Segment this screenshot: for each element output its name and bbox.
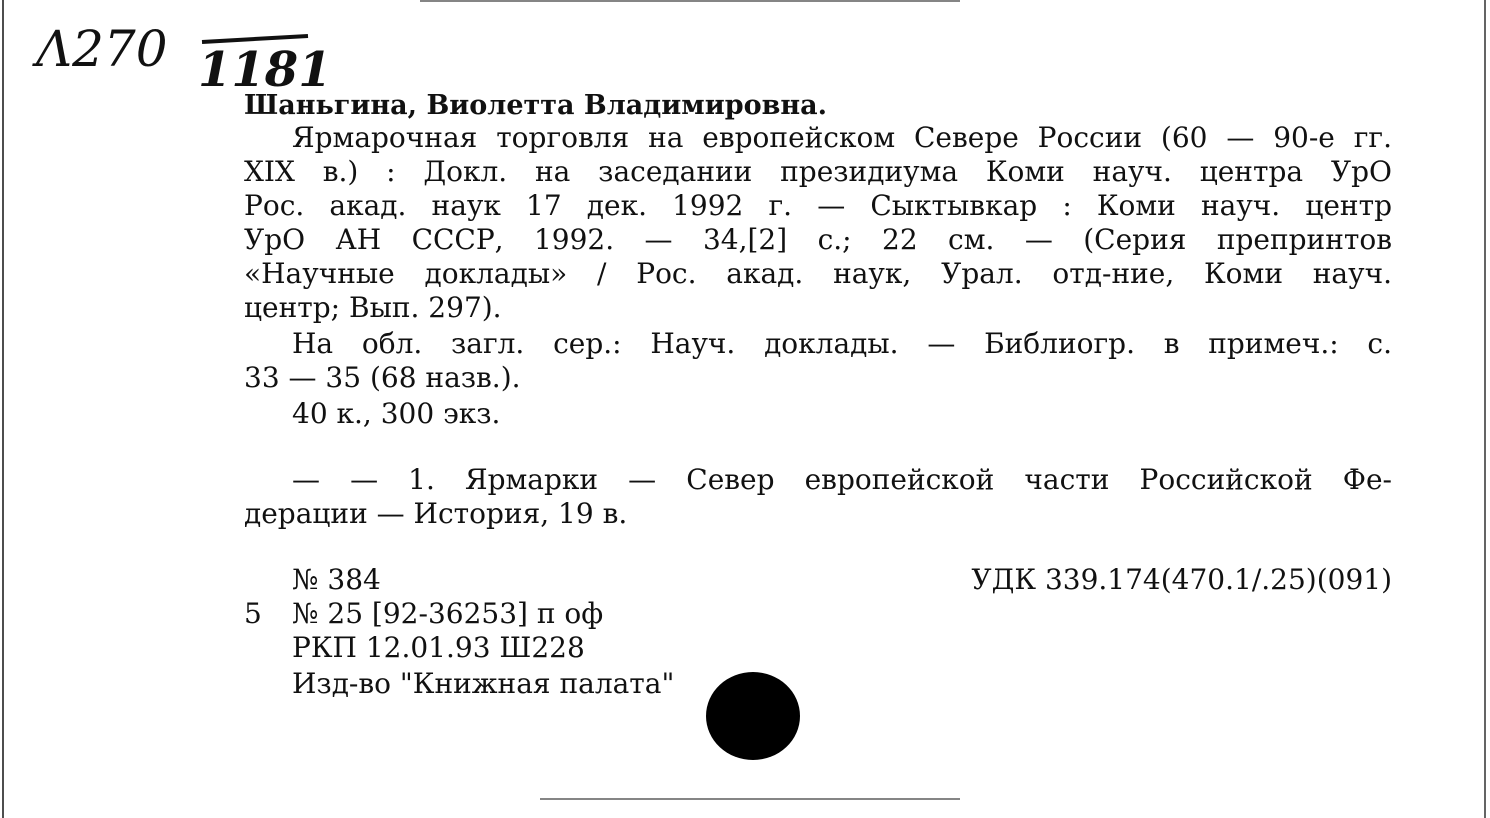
description-line: «Научные доклады» / Рос. акад. наук, Урал. отд-ние, Коми науч.: [244, 257, 1392, 290]
price-circulation: 40 к., 300 экз.: [292, 397, 501, 430]
description-line: Рос. акад. наук 17 дек. 1992 г. — Сыктывкар : Коми науч. центр: [244, 189, 1392, 222]
card-left-edge: [2, 0, 4, 818]
description-line: XIX в.) : Докл. на заседании президиума Коми науч. центра УрО: [244, 155, 1392, 188]
note-line: 33 — 35 (68 назв.).: [244, 361, 521, 394]
note-line: На обл. загл. сер.: Науч. доклады. — Библиогр. в примеч.: с.: [292, 327, 1392, 360]
card-bottom-edge: [540, 798, 960, 800]
card-top-edge: [420, 0, 960, 2]
handwritten-call-number: [32, 6, 332, 96]
margin-digit: 5: [244, 597, 262, 630]
rkp-line: РКП 12.01.93 Ш228: [292, 631, 585, 664]
order-line: № 25 [92-36253] п оф: [292, 597, 604, 630]
publisher: Изд-во "Книжная палата": [292, 667, 675, 700]
handwritten-number-right: 1181: [198, 42, 332, 96]
handwritten-number-left: Λ270: [36, 20, 168, 78]
subject-line: дерации — История, 19 в.: [244, 497, 628, 530]
description-line: Ярмарочная торговля на европейском Севере России (60 — 90-е гг.: [292, 121, 1392, 154]
description-line: УрО АН СССР, 1992. — 34,[2] с.; 22 см. — (Серия препринтов: [244, 223, 1392, 256]
punch-hole: [706, 672, 800, 760]
author-heading: Шаньгина, Виолетта Владимировна.: [244, 90, 828, 121]
subject-line: — — 1. Ярмарки — Север европейской части Российской Фе-: [292, 463, 1392, 496]
udk-code: УДК 339.174(470.1/.25)(091): [971, 563, 1392, 596]
description-line: центр; Вып. 297).: [244, 291, 502, 324]
card-right-edge: [1484, 0, 1486, 818]
record-number: № 384: [292, 563, 381, 596]
